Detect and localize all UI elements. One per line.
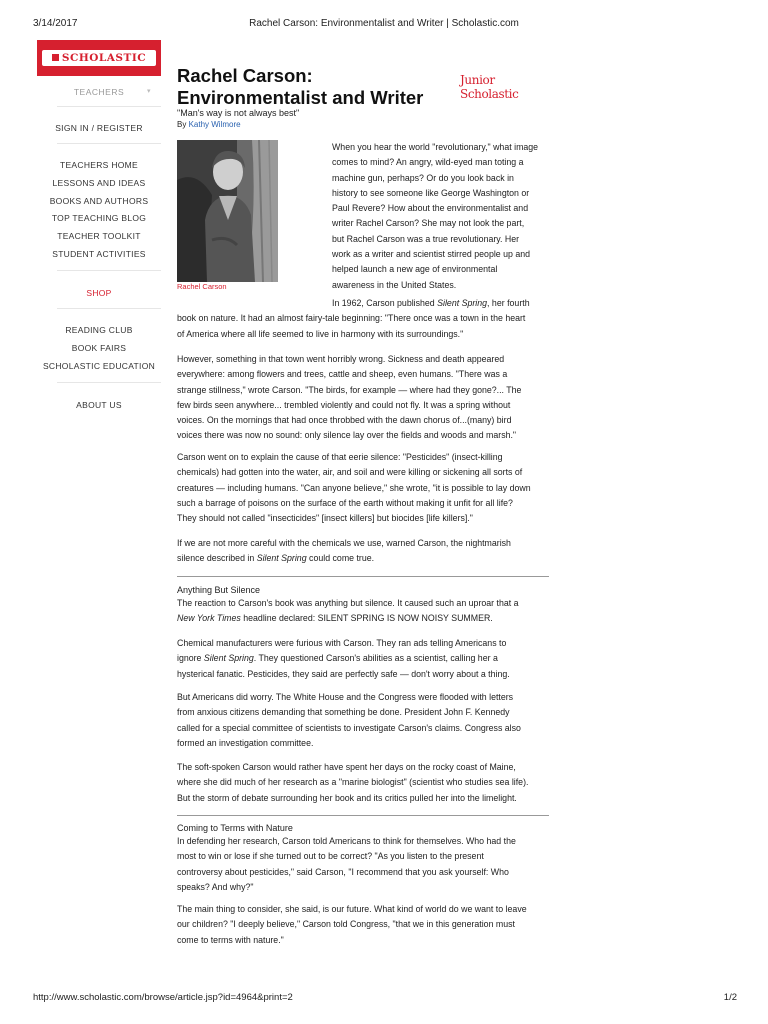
paragraph-future [177,902,549,948]
text-line: come to terms with nature." [177,934,284,945]
paragraph-town [177,352,549,444]
paragraph-soft-spoken [177,760,549,806]
logo-mark-icon [52,54,59,61]
section-divider [177,576,549,577]
sidebar-item-lessons-and-ideas[interactable]: LESSONS AND IDEAS [52,178,146,188]
paragraph-manufacturers: Chemical manufacturers were furious with Carson. They ran ads telling Americans to ignore Silent Spring. They questioned Carson's abilities as a scientist, calling her a hysterical fanatic. Pesticides, they said are perfectly safe — don't worry about a thing. [177,638,510,679]
print-header [0,18,768,32]
article-subtitle: "Man's way is not always best" [177,108,300,118]
scholastic-logo[interactable] [37,40,161,76]
photo-image [177,140,278,282]
article-title-line-1: Rachel Carson: [177,65,313,86]
book-title: Silent Spring [203,653,254,664]
sidebar-divider [57,308,161,309]
text-line: They should not called "insecticides" [insect killers] but biocides [life killers]." [177,513,473,524]
byline-prefix: By [177,120,187,129]
sidebar-item-teacher-toolkit[interactable]: TEACHER TOOLKIT [57,231,141,241]
text-line: where she did much of her research as a "marine biologist" (scientist who studies sea life). [177,777,529,788]
text-line: from anxious citizens demanding that something be done. President John F. Kennedy [177,707,510,718]
sidebar-item-shop[interactable]: SHOP [86,288,112,298]
text-line: but Rachel Carson was a true revolutionary. Her [332,233,520,244]
sidebar-divider [57,106,161,107]
print-date: 3/14/2017 [33,18,78,29]
teachers-dropdown-label: TEACHERS [73,87,125,97]
print-footer [0,992,768,1006]
text-line: helped launch a new age of environmental [332,264,498,275]
text-line: However, something in that town went horribly wrong. Sickness and death appeared [177,354,505,364]
intro-paragraph [332,140,552,293]
sidebar-item-student-activities[interactable]: STUDENT ACTIVITIES [52,249,146,259]
article-title-line-2: Environmentalist and Writer [177,87,424,108]
sign-in-link[interactable]: SIGN IN / REGISTER [55,123,143,133]
paragraph-pesticides [177,450,549,526]
text-line: The reaction to Carson's book was anything but silence. It caused such an uproar that a [177,598,519,608]
text-line: writer Rachel Carson? She may not look the part, [332,218,525,229]
paragraph-americans-worry [177,690,549,751]
sidebar-item-teachers-home[interactable]: TEACHERS HOME [59,160,139,170]
text-line: If we are not more careful with the chemicals we use, warned Carson, the nightmarish [177,538,511,548]
article-title [177,65,457,109]
text-line: The main thing to consider, she said, is our future. What kind of world do we want to leave [177,904,527,914]
text-line: Carson went on to explain the cause of that eerie silence: "Pesticides" (insect-killing [177,452,503,462]
text-line: called for a special committee of scientists to investigate Carson's claims. Congress also [177,722,521,733]
text-line: awareness in the United States. [332,279,457,290]
text-line: our children? "I deeply believe," Carson told Congress, "that we in this generation must [177,919,515,930]
book-title: Silent Spring [256,553,307,564]
text-line: In defending her research, Carson told Americans to think for themselves. Who had the [177,836,516,846]
sidebar-item-book-fairs[interactable]: BOOK FAIRS [71,343,127,353]
sidebar-item-top-teaching-blog[interactable]: TOP TEACHING BLOG [51,213,147,223]
teachers-dropdown[interactable] [37,80,161,104]
sidebar-item-reading-club[interactable]: READING CLUB [65,325,133,335]
byline [177,120,241,129]
text-line: machine gun, perhaps? Or do you look back in [332,172,514,183]
sidebar-item-books-and-authors[interactable]: BOOKS AND AUTHORS [49,196,149,206]
text-line: speaks? And why?" [177,881,254,892]
rachel-carson-photo [177,140,278,282]
sidebar-divider [57,382,161,383]
sidebar-divider [57,270,161,271]
paragraph-silent-spring: In 1962, Carson published Silent Spring, her fourth book on nature. It had an almost fairy-tale beginning: "There once was a town in the heart of America where all life seemed to live in harmony with its surroundings." [177,298,530,339]
text-line: few birds seen anywhere... trembled violently and could not fly. It was a spring without [177,399,511,410]
text-line: chemicals) had gotten into the water, air, and soil and were killing or sickening all sorts of [177,467,523,478]
text-line: book on nature. It had an almost fairy-tale beginning: "There once was a town in the heart [177,313,526,324]
text-line: But the storm of debate surrounding her book and its critics pulled her into the limelight. [177,792,517,803]
page-number: 1/2 [723,992,737,1003]
section-divider [177,815,549,816]
text-line: Chemical manufacturers were furious with Carson. They ran ads telling Americans to [177,638,507,648]
sidebar-item-scholastic-education[interactable]: SCHOLASTIC EDUCATION [42,361,156,371]
text-line: such a barrage of poisons on the surface of the earth without making it unfit for all life? [177,497,513,508]
print-url: http://www.scholastic.com/browse/article.jsp?id=4964&print=2 [33,992,293,1003]
text-line: The soft-spoken Carson would rather have spent her days on the rocky coast of Maine, [177,762,516,772]
photo-caption: Rachel Carson [177,282,227,291]
logo-text: SCHOLASTIC [61,52,147,64]
text-line: of America where all life seemed to live in harmony with its surroundings." [177,328,464,339]
text-line: creatures — including humans. "Can anyone believe," she wrote, "it is possible to lay down [177,482,531,493]
text-line: comes to mind? An angry, wild-eyed man toting a [332,157,524,168]
author-link[interactable]: Kathy Wilmore [188,120,241,129]
logo-badge [42,50,156,66]
text-line: most to win or lose if she turned out to be correct? "As you listen to the present [177,851,484,862]
section-heading-coming-to-terms: Coming to Terms with Nature [177,823,293,833]
text-line: controversy about pesticides," said Carson, "I recommend that you ask yourself: Who [177,866,509,877]
text-line: hysterical fanatic. Pesticides, they said are perfectly safe — don't worry about a thing. [177,668,510,679]
book-title: Silent Spring [437,298,488,308]
section-heading-anything-but-silence: Anything But Silence [177,585,261,595]
junior-scholastic-logo: Junior Scholastic [460,73,519,101]
text-line: But Americans did worry. The White House and the Congress were flooded with letters [177,692,514,702]
text-line: work as a writer and scientist stirred people up and [332,249,531,260]
text-line: voices there was now no sound: only silence lay over the fields and woods and marsh." [177,430,517,441]
print-title: Rachel Carson: Environmentalist and Writer | Scholastic.com [249,18,519,29]
newspaper-title: New York Times [177,613,241,624]
text-line: everywhere: among flowers and trees, cattle and sheep, even humans. "There was a [177,369,508,380]
text-line: history to see someone like George Washington or [332,187,530,198]
text-line: Paul Revere? How about the environmentalist and [332,203,529,214]
sidebar-divider [57,143,161,144]
text-line: strange stillness," wrote Carson. "The birds, for example — where had they gone?... The [177,384,522,395]
text-line: When you hear the world "revolutionary," what image [332,142,539,152]
chevron-down-icon: ▾ [146,88,151,95]
sidebar-item-about-us[interactable]: ABOUT US [76,400,122,410]
text-line: formed an investigation committee. [177,737,314,748]
text-line: voices. On the mornings that had once throbbed with the dawn chorus of...(many) bird [177,415,512,426]
paragraph-defending [177,834,549,895]
paragraph-warning: If we are not more careful with the chemicals we use, warned Carson, the nightmarish silence described in Silent Spring could come true. [177,538,511,564]
paragraph-reaction: The reaction to Carson's book was anything but silence. It caused such an uproar that a New York Times headline declared: SILENT SPRING IS NOW NOISY SUMMER. [177,598,519,624]
